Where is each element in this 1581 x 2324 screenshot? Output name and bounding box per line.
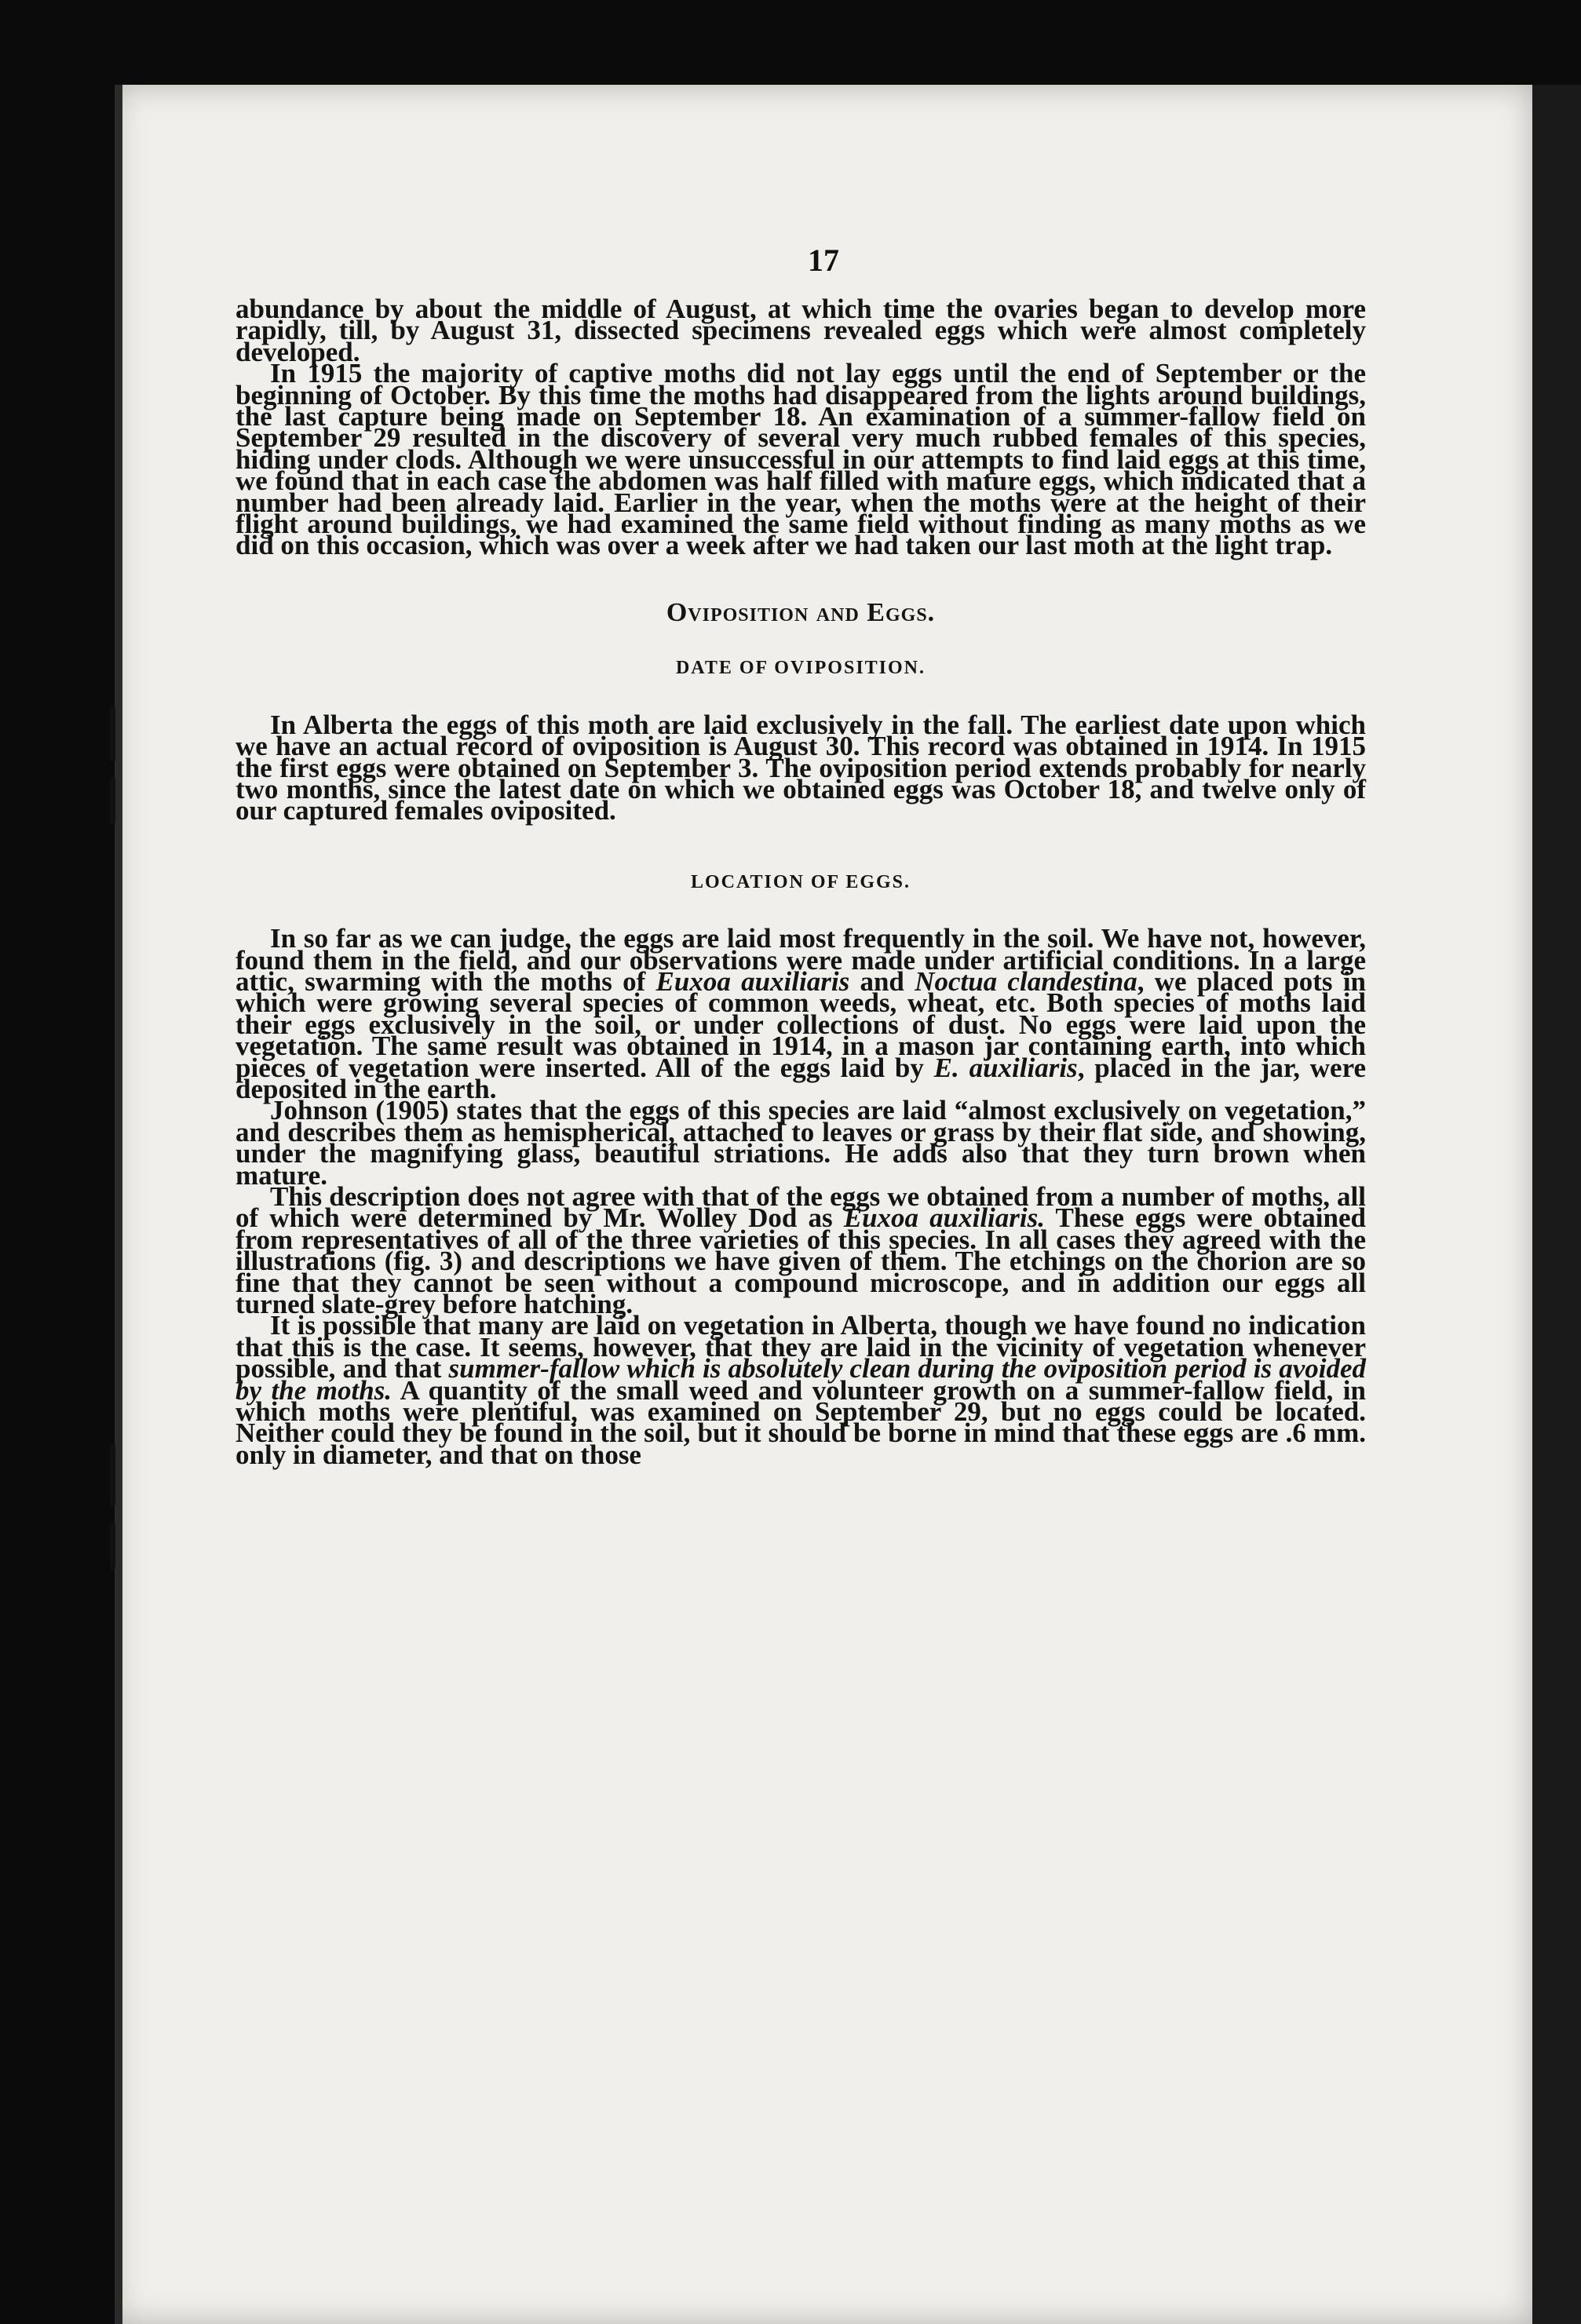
emphasis-text: summer-fallow which is absolutely clean during the oviposition period is avoided by the moths. <box>236 1353 1366 1406</box>
text-run: This description does not agree with that of the eggs we obtained from a number of moths, all of which were determined by Mr. Wolley Dod as <box>236 1181 1366 1234</box>
text-run: These eggs were obtained from representatives of all of the three varieties of this species. In all cases they agreed with the illustrations (fig. 3) and descriptions we have given of them. The etchings on the chorion are so fine that they cannot be seen without a compound microscope, and in addition our eggs all turned slate-grey before hatching. <box>236 1202 1366 1320</box>
margin-mark <box>110 1523 115 1570</box>
species-name: Noctua clandestina <box>915 965 1137 997</box>
text-run: and <box>849 965 915 997</box>
species-name: Euxoa auxiliaris. <box>843 1202 1045 1234</box>
section-heading: Oviposition and Eggs. <box>666 597 936 627</box>
paragraph <box>236 1310 1366 1470</box>
margin-mark <box>110 777 115 824</box>
margin-mark <box>110 1444 115 1507</box>
paragraph: abundance by about the middle of August, at which time the ovaries began to develop more rapidly, till, by August 31, dissected specimens revealed eggs which were almost completely developed. <box>236 294 1366 367</box>
body-text <box>236 294 1367 1470</box>
species-name: E. auxiliaris <box>933 1052 1078 1083</box>
paragraph <box>236 1181 1366 1320</box>
text-run: A quantity of the small weed and volunteer growth on a summer-fallow field, in which moths were plentiful, was examined on September 29, but no eggs could be located. Neither could they be found in the soil, but it should be borne in mind that these eggs are .6 mm. only in diameter, and that on those <box>236 1374 1366 1470</box>
paragraph: In 1915 the majority of captive moths did not lay eggs until the end of September or the beginning of October. By this time the moths had disappeared from the lights around buildings, the last capture being made on September 18. An examination of a summer-fallow field on September 29 resulted in the discovery of several very much rubbed females of this species, hiding under clods. Although we were unsuccessful in our attempts to find laid eggs at this time, we found that in each case the abdomen was half filled with mature eggs, which indicated that a number had been already laid. Earlier in the year, when the moths were at the height of their flight around buildings, we had examined the same field without finding as many moths as we did on this occasion, which was over a week after we had taken our last moth at the light trap. <box>236 358 1366 561</box>
page-number: 17 <box>808 243 839 278</box>
text-run: , placed in the jar, were deposited in the earth. <box>236 1052 1367 1104</box>
subheading-location: LOCATION OF EGGS. <box>690 871 911 892</box>
text-run: In so far as we can judge, the eggs are laid most frequently in the soil. We have not, however, found them in the field, and our observations were made under artificial conditions. In a large attic, swarming with the moths of <box>236 923 1366 997</box>
species-name: Euxoa auxiliaris <box>655 965 850 997</box>
paragraph: Johnson (1905) states that the eggs of this species are laid “almost exclusively on vegetation,” and describes them as hemispherical, attached to leaves or grass by their flat side, and showing, under the magnifying glass, beautiful striations. He adds also that they turn brown when mature. <box>236 1095 1366 1191</box>
subheading-date: DATE OF OVIPOSITION. <box>675 658 926 679</box>
margin-mark <box>110 706 115 761</box>
text-run: It is possible that many are laid on vegetation in Alberta, though we have found no indication that this is the case. It seems, however, that they are laid in the vicinity of vegetation whenever possible, and that <box>236 1310 1366 1385</box>
page-edge <box>1532 85 1581 2324</box>
text-run: , we placed pots in which were growing several species of common weeds, wheat, etc. Both species of moths laid their eggs exclusively in the soil, or under collections of dust. No eggs were laid upon the vegetation. The same result was obtained in 1914, in a mason jar containing earth, into which pieces of vegetation were inserted. All of the eggs laid by <box>236 965 1367 1083</box>
paragraph: In Alberta the eggs of this moth are laid exclusively in the fall. The earliest date upon which we have an actual record of oviposition is August 30. This record was obtained in 1914. In 1915 the first eggs were obtained on September 3. The oviposition period extends probably for nearly two months, since the latest date on which we obtained eggs was October 18, and twelve only of our captured females oviposited. <box>236 709 1366 826</box>
paragraph <box>236 923 1367 1104</box>
page-gutter <box>115 85 122 2324</box>
